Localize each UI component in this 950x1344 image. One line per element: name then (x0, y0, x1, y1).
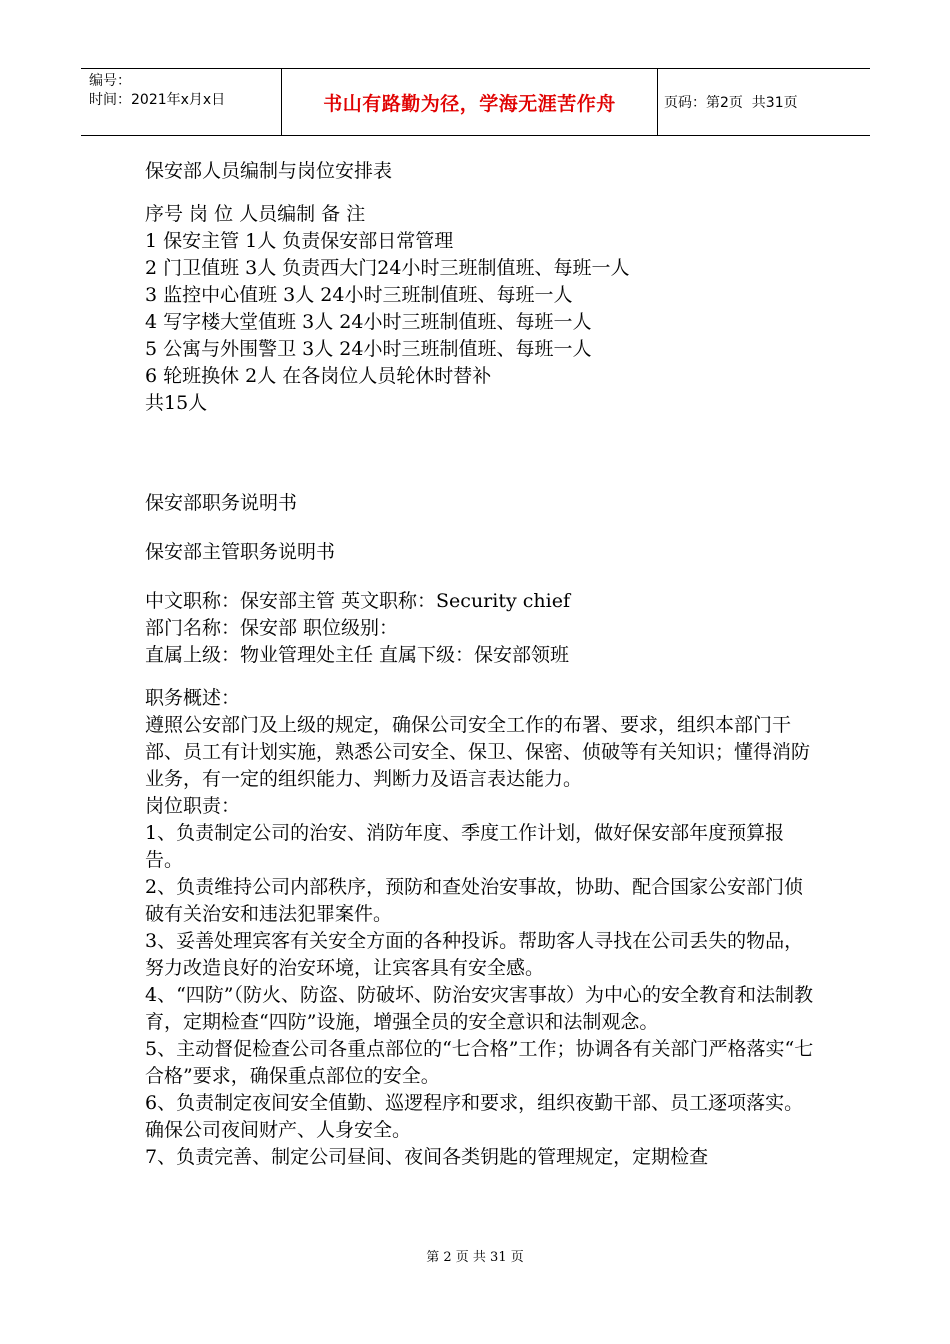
document-time: 时间：2021年x月x日 (89, 92, 226, 108)
page-footer: 第 2 页 共 31 页 (426, 1250, 524, 1265)
duty-item: 4、“四防”（防火、防盗、防破坏、防治安灾害事故）为中心的安全教育和法制教育，定期检查“四防”设施，增强全员的安全意识和法制观念。 (145, 984, 814, 1033)
table-row: 3 监控中心值班 3人 24小时三班制值班、每班一人 (145, 284, 573, 306)
staffing-table (145, 201, 815, 417)
page-header (81, 68, 870, 136)
info-line: 中文职称：保安部主管 英文职称：Security chief (145, 590, 570, 612)
table-row: 2 门卫值班 3人 负责西大门24小时三班制值班、每班一人 (145, 257, 630, 279)
document-number: 编号： (89, 73, 131, 89)
table-title: 保安部人员编制与岗位安排表 (145, 160, 393, 182)
duty-item: 2、负责维持公司内部秩序，预防和查处治安事故，协助、配合国家公安部门侦破有关治安和违法犯罪案件。 (145, 876, 804, 925)
table-row: 6 轮班换休 2人 在各岗位人员轮休时替补 (145, 365, 492, 387)
header-meta (81, 69, 282, 135)
section-title: 保安部职务说明书 (145, 492, 298, 514)
duty-item: 1、负责制定公司的治安、消防年度、季度工作计划，做好保安部年度预算报告。 (145, 822, 785, 871)
header-page-label: 页码：第2页 共31页 (664, 95, 798, 111)
table-row: 5 公寓与外围警卫 3人 24小时三班制值班、每班一人 (145, 338, 592, 360)
subsection-title: 保安部主管职务说明书 (145, 541, 336, 563)
overview-text: 遵照公安部门及上级的规定，确保公司安全工作的布署、要求，组织本部门干部、员工有计划实施，熟悉公司安全、保卫、保密、侦破等有关知识；懂得消防业务，有一定的组织能力、判断力及语言表达能力。 (145, 714, 811, 790)
duty-item: 3、妥善处理宾客有关安全方面的各种投诉。帮助客人寻找在公司丢失的物品，努力改造良好的治安环境，让宾客具有安全感。 (145, 930, 804, 979)
table-row: 1 保安主管 1人 负责保安部日常管理 (145, 230, 454, 252)
duty-item: 5、主动督促检查公司各重点部位的“七合格”工作；协调各有关部门严格落实“七合格”要求，确保重点部位的安全。 (145, 1038, 814, 1087)
info-line: 直属上级：物业管理处主任 直属下级：保安部领班 (145, 644, 570, 666)
info-line: 部门名称：保安部 职位级别： (145, 617, 399, 639)
duty-item: 6、负责制定夜间安全值勤、巡逻程序和要求，组织夜勤干部、员工逐项落实。确保公司夜间财产、人身安全。 (145, 1092, 804, 1141)
duty-item: 7、负责完善、制定公司昼间、夜间各类钥匙的管理规定，定期检查 (145, 1146, 709, 1168)
table-row: 序号 岗 位 人员编制 备 注 (145, 203, 366, 225)
header-motto: 书山有路勤为径，学海无涯苦作舟 (282, 69, 658, 135)
document-body (145, 158, 815, 1171)
table-total: 共15人 (145, 392, 208, 414)
table-row: 4 写字楼大堂值班 3人 24小时三班制值班、每班一人 (145, 311, 592, 333)
overview-label: 职务概述： (145, 687, 241, 709)
duties-label: 岗位职责： (145, 795, 241, 817)
header-page-info (658, 69, 870, 135)
